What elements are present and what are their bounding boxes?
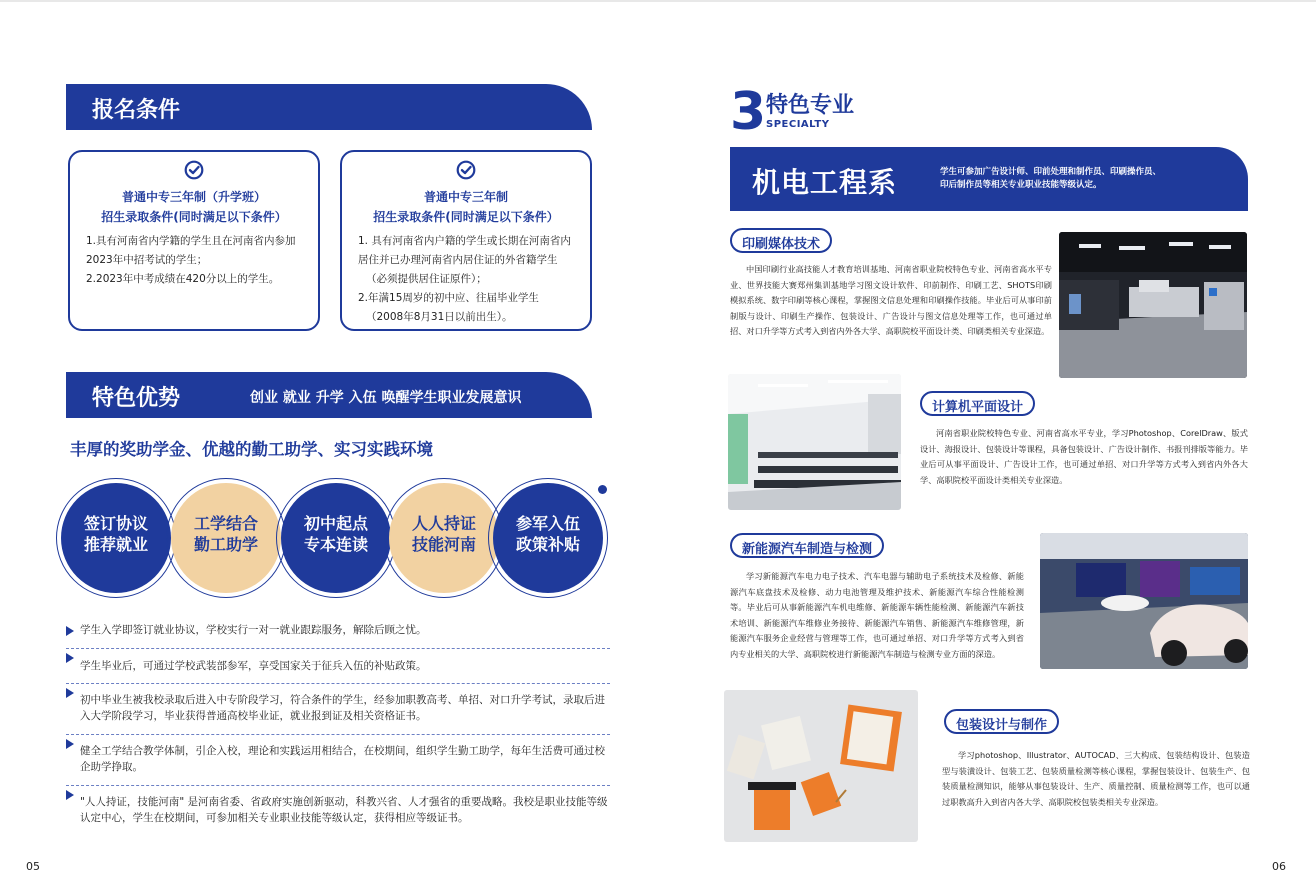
major-title: 新能源汽车制造与检测 <box>730 533 884 558</box>
condition-box-upgrade <box>68 150 320 331</box>
condition-title-2: 招生录取条件(同时满足以下条件） <box>373 210 559 224</box>
condition-box-regular <box>340 150 592 331</box>
packaging-design-photo <box>724 690 918 842</box>
condition-line: （2008年8月31日以前出生）。 <box>366 311 513 323</box>
check-circle-icon <box>456 160 476 180</box>
major-description: 河南省职业院校特色专业、河南省高水平专业，学习Photoshop、CorelDraw、版式设计、海报设计、包装设计等课程，具备包装设计、广告设计制作、书报刊排版等能力。毕业后可从事平面设计、广告设计工作，也可通过单招、对口升学等方式考入到省内外各大学、高职院校平面设计类相关专业深造。 <box>920 428 1248 485</box>
advantage-heading: 特色优势 <box>92 386 181 411</box>
feature-circle: 参军入伍 政策补贴 <box>493 483 603 593</box>
condition-line: 2.2023年中考成绩在420分以上的学生。 <box>86 273 280 285</box>
page-number: 05 <box>26 860 40 873</box>
ev-workshop-photo <box>1040 533 1248 669</box>
advantage-tagline: 创业 就业 升学 入伍 唤醒学生职业发展意识 <box>250 390 522 406</box>
advantage-heading-band <box>66 372 592 418</box>
condition-title-2: 招生录取条件(同时满足以下条件） <box>101 210 287 224</box>
department-description: 学生可参加广告设计师、印前处理和制作员、印刷操作员、 印后制作员等相关专业职业技能等级认定。 <box>940 167 1162 190</box>
major-description: 学习新能源汽车电力电子技术、汽车电器与辅助电子系统技术及检修、新能源汽车底盘技术及检修、动力电池管理及维护技术、新能源汽车综合性能检测等。毕业后可从事新能源汽车机电维修、新能源车辆性能检测、新能源汽车新技术培训、新能源汽车维修业务接待、新能源汽车销售、新能源汽车维修管理，新能源汽车服务企业经营与管理等工作，也可通过单招、对口升学等方式考入到省内专业相关的大学、高职院校进行新能源汽车制造与检测专业方面的深造。 <box>730 571 1024 659</box>
condition-line: 居住并已办理河南省内居住证的外省籍学生 <box>358 254 558 266</box>
condition-title-1: 普通中专三年制（升学班） <box>121 190 266 204</box>
section-title: 特色专业 <box>766 93 855 118</box>
enroll-heading: 报名条件 <box>92 98 181 123</box>
condition-line: （必须提供居住证原件）； <box>366 273 487 285</box>
condition-body <box>358 232 580 327</box>
feature-circle: 初中起点 专本连读 <box>281 483 391 593</box>
feature-circle: 签订协议 推荐就业 <box>61 483 171 593</box>
list-item: 初中毕业生被我校录取后进入中专阶段学习，符合条件的学生，经参加职教高考、单招、对口升学考试，录取后进入大学阶段学习，毕业获得普通高校毕业证，就业报到证及相关资格证书。 <box>66 684 610 735</box>
condition-body <box>86 232 308 289</box>
department-name: 机电工程系 <box>752 166 898 199</box>
list-item: "人人持证，技能河南" 是河南省委、省政府实施创新驱动，科教兴省、人才强省的重要战略。我校是职业技能等级认定中心，学生在校期间，可参加相关专业职业技能等级认定，获得相应等级证书。 <box>66 786 610 826</box>
condition-title-1: 普通中专三年制 <box>423 190 508 204</box>
list-item: 学生毕业后，可通过学校武装部参军，享受国家关于征兵入伍的补贴政策。 <box>66 649 610 684</box>
feature-circle: 工学结合 勤工助学 <box>171 483 281 593</box>
section-number: 3 <box>730 82 767 142</box>
check-circle-icon <box>184 160 204 180</box>
list-item: 学生入学即签订就业协议，学校实行一对一就业跟踪服务，解除后顾之忧。 <box>66 622 610 649</box>
condition-line: 2.年满15周岁的初中应、往届毕业学生 <box>358 292 539 304</box>
major-title: 印刷媒体技术 <box>730 228 832 253</box>
enroll-heading-band <box>66 84 592 130</box>
condition-line: 1. 具有河南省内户籍的学生或长期在河南省内 <box>358 235 571 247</box>
advantage-bullet-list <box>66 622 610 826</box>
department-banner <box>730 147 1248 211</box>
print-workshop-photo <box>1059 232 1247 378</box>
page-right <box>658 0 1316 894</box>
condition-line: 2023年中招考试的学生； <box>86 254 208 266</box>
section-title-en: SPECIALTY <box>766 119 830 130</box>
feature-circle: 人人持证 技能河南 <box>389 483 499 593</box>
page-number: 06 <box>1272 860 1286 873</box>
condition-line: 1.具有河南省内学籍的学生且在河南省内参加 <box>86 235 296 247</box>
major-title: 计算机平面设计 <box>920 391 1035 416</box>
computer-lab-photo <box>728 374 901 510</box>
major-title: 包装设计与制作 <box>944 709 1059 734</box>
dot-decoration <box>598 485 607 494</box>
major-description: 学习photoshop、Illustrator、AUTOCAD、三大构成、包装结构设计、包装造型与装潢设计、包装工艺、包装质量检测等核心课程，掌握包装设计、包装生产、包装质量检测知识，能够从事包装设计、生产、质量控制、质量检测等工作，也可以通过职教高升入到省内各大学、高职院校包装类相关专业深造。 <box>942 750 1250 807</box>
major-description: 中国印刷行业高技能人才教育培训基地、河南省职业院校特色专业、河南省高水平专业、世界技能大赛郑州集训基地学习图文设计软件、印前制作、印刷工艺、SHOTS印刷模拟系统、数字印刷等核心课程，掌握图文信息处理和印刷操作技能。毕业后可从事印前制版与设计、印刷生产操作、包装设计、广告设计与图文信息处理等工作，也可通过单招、对口升学等方式考入到省内外各大学、高职院校平面设计类、印刷类相关专业深造。 <box>730 264 1052 336</box>
advantage-subheading: 丰厚的奖助学金、优越的勤工助学、实习实践环境 <box>70 440 433 459</box>
list-item: 健全工学结合教学体制，引企入校，理论和实践运用相结合，在校期间，组织学生勤工助学，每年生活费可通过校企助学挣取。 <box>66 735 610 786</box>
